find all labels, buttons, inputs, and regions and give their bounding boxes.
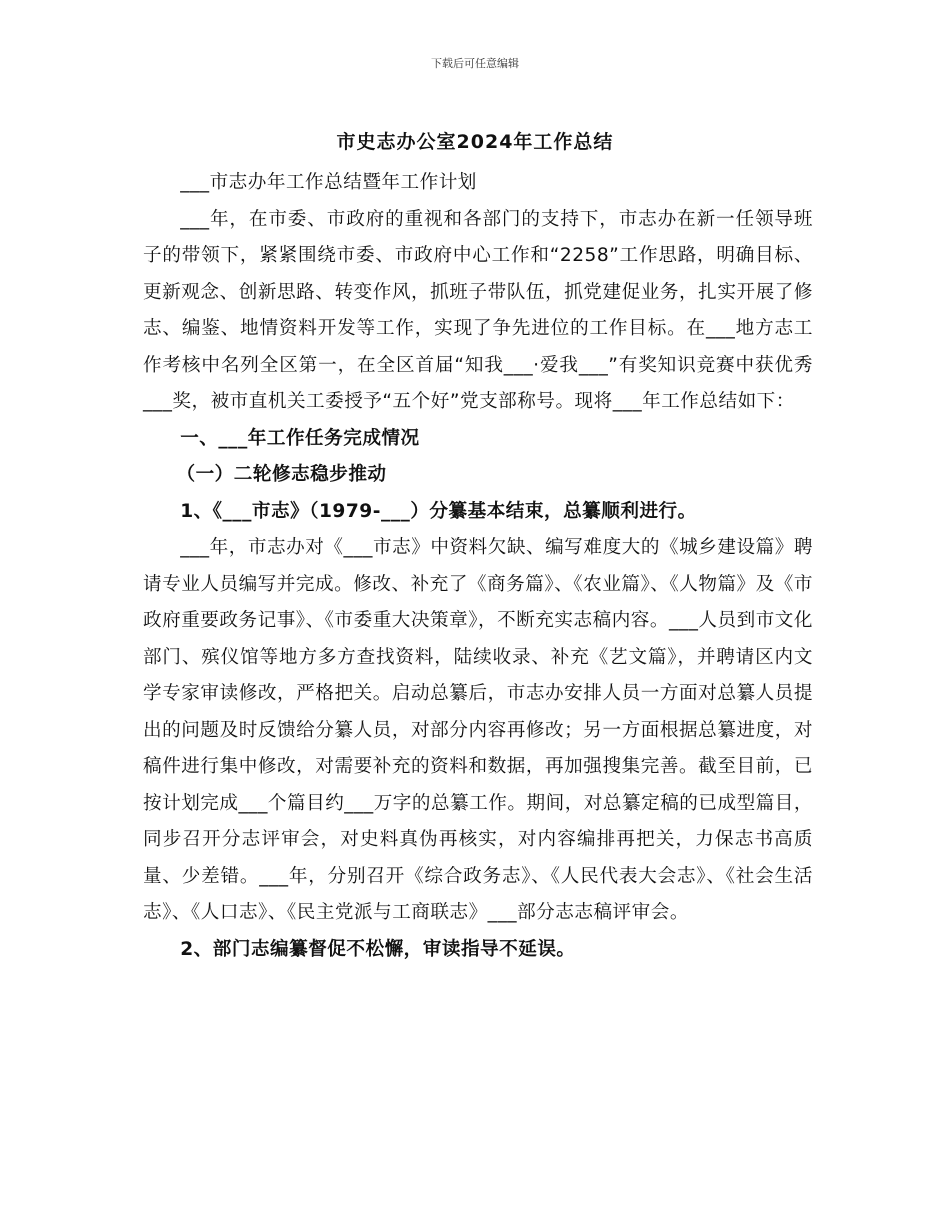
item-heading-2: 2、部门志编纂督促不松懈，审读指导不延误。 xyxy=(180,938,576,960)
document-title: 市史志办公室2024年工作总结 xyxy=(336,131,614,153)
intro-paragraph: ___年，在市委、市政府的重视和各部门的支持下，市志办在新一任领导班子的带领下，紧紧围绕市委、市政府中心工作和“2258”工作思路，明确目标、更新观念、创新思路、转变作风，抓班子带队伍，抓党建促业务，扎实开展了修志、编鉴、地情资料开发等工作，实现了争先进位的工作目标。在___地方志工作考核中名列全区第一，在全区首届“知我___·爱我___”有奖知识竞赛中获优秀___奖，被市直机关工委授予“五个好”党支部称号。现将___年工作总结如下： xyxy=(143,208,813,412)
document-body xyxy=(143,165,813,968)
header-note: 下载后可任意编辑 xyxy=(431,57,519,70)
section-heading: 一、___年工作任务完成情况 xyxy=(180,427,420,449)
subsection-heading: （一）二轮修志稳步推动 xyxy=(176,464,387,485)
item-paragraph-1: ___年，市志办对《___市志》中资料欠缺、编写难度大的《城乡建设篇》聘请专业人员编写并完成。修改、补充了《商务篇》、《农业篇》、《人物篇》及《市政府重要政务记事》、《市委重大决策章》，不断充实志稿内容。___人员到市文化部门、殡仪馆等地方多方查找资料，陆续收录、补充《艺文篇》，并聘请区内文学专家审读修改，严格把关。启动总纂后，市志办安排人员一方面对总纂人员提出的问题及时反馈给分纂人员，对部分内容再修改；另一方面根据总纂进度，对稿件进行集中修改，对需要补充的资料和数据，再加强搜集完善。截至目前，已按计划完成___个篇目约___万字的总纂工作。期间，对总纂定稿的已成型篇目，同步召开分志评审会，对史料真伪再核实，对内容编排再把关，力保志书高质量、少差错。___年，分别召开《综合政务志》、《人民代表大会志》、《社会生活志》、《人口志》、《民主党派与工商联志》___部分志志稿评审会。 xyxy=(143,537,813,923)
item-heading-1: 1、《___市志》（1979-___）分纂基本结束，总纂顺利进行。 xyxy=(180,500,697,522)
subtitle-paragraph: ___市志办年工作总结暨年工作计划 xyxy=(180,172,477,193)
